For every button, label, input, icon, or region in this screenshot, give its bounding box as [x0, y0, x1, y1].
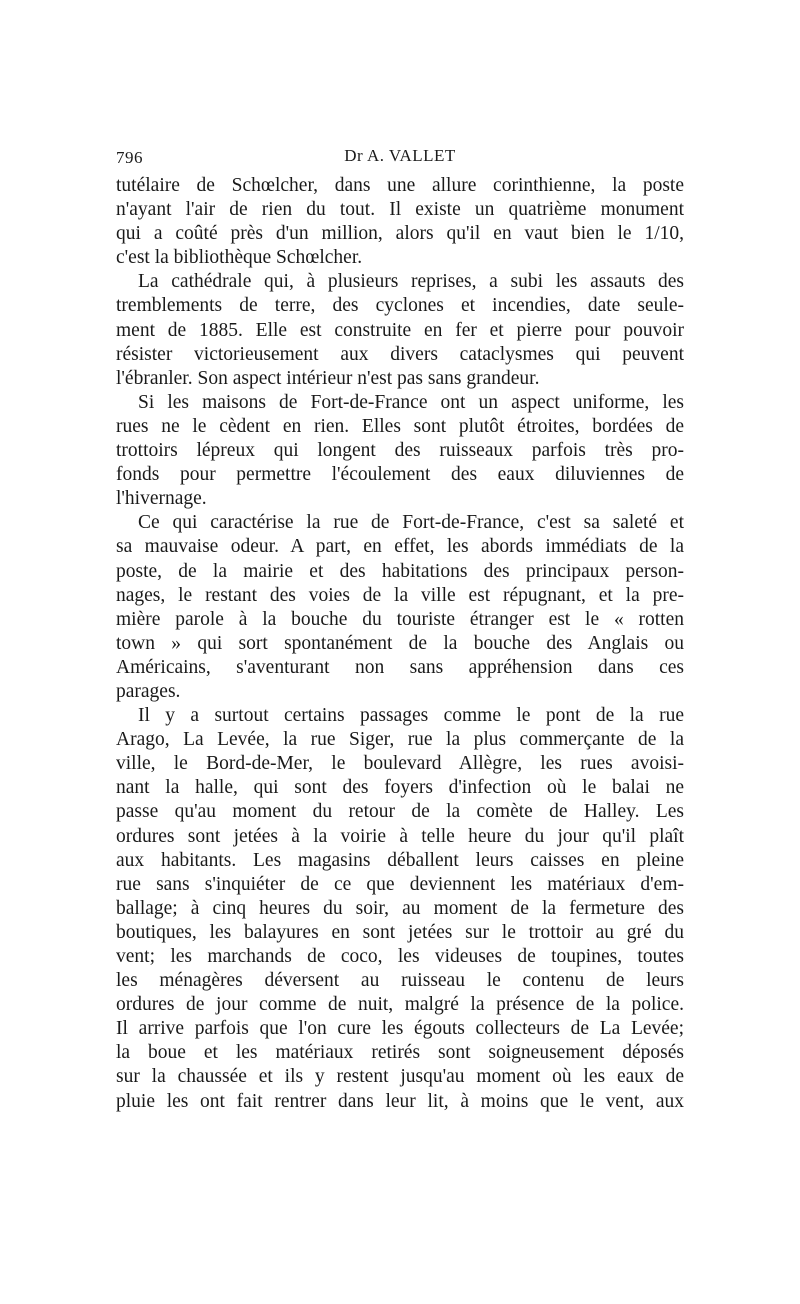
text-line: ballage; à cinq heures du soir, au moment de la fermeture des [116, 897, 684, 919]
text-line: qui a coûté près d'un million, alors qu'il en vaut bien le 1/10, [116, 223, 684, 245]
text-line: l'hivernage. [116, 488, 207, 510]
text-line: sa mauvaise odeur. A part, en effet, les abords immédiats de la [116, 536, 684, 558]
text-line: Arago, La Levée, la rue Siger, rue la plus commerçante de la [116, 729, 684, 751]
text-line: trottoirs lépreux qui longent des ruisseaux parfois très pro- [116, 440, 684, 462]
text-line: tutélaire de Schœlcher, dans une allure corinthienne, la poste [116, 175, 684, 196]
page-number: 796 [116, 148, 143, 167]
text-line: ordures sont jetées à la voirie à telle heure du jour qu'il plaît [116, 825, 684, 847]
text-line: Américains, s'aventurant non sans appréhension dans ces [116, 656, 684, 678]
text-line: Il y a surtout certains passages comme le pont de la rue [138, 705, 684, 727]
text-line: vent; les marchands de coco, les videuses de toupines, toutes [116, 946, 684, 967]
text-line: Ce qui caractérise la rue de Fort-de-France, c'est sa saleté et [138, 512, 684, 534]
book-page [116, 138, 684, 1114]
text-line: ordures de jour comme de nuit, malgré la présence de la police. [116, 994, 684, 1016]
text-line: tremblements de terre, des cyclones et incendies, date seule- [116, 295, 684, 317]
running-title: Dr A. VALLET [344, 146, 456, 165]
text-line: les ménagères déversent au ruisseau le contenu de leurs [116, 970, 684, 992]
text-line: ment de 1885. Elle est construite en fer et pierre pour pouvoir [116, 319, 684, 341]
body-text [116, 174, 684, 1114]
text-line: rue sans s'inquiéter de ce que deviennent les matériaux d'em- [116, 873, 684, 895]
text-line: parages. [116, 680, 181, 702]
text-line: la boue et les matériaux retirés sont soigneusement déposés [116, 1042, 684, 1064]
text-line: rues ne le cèdent en rien. Elles sont plutôt étroites, bordées de [116, 415, 684, 437]
text-line: boutiques, les balayures en sont jetées sur le trottoir au gré du [116, 921, 684, 943]
text-line: fonds pour permettre l'écoulement des eaux diluviennes de [116, 464, 684, 486]
text-line: La cathédrale qui, à plusieurs reprises, a subi les assauts des [138, 271, 684, 293]
text-line: nages, le restant des voies de la ville est répugnant, et la pre- [116, 584, 684, 606]
text-line: résister victorieusement aux divers cataclysmes qui peuvent [116, 343, 684, 365]
text-line: sur la chaussée et ils y restent jusqu'au moment où les eaux de [116, 1066, 684, 1088]
text-line: aux habitants. Les magasins déballent leurs caisses en pleine [116, 849, 684, 871]
text-line: n'ayant l'air de rien du tout. Il existe un quatrième monument [116, 199, 684, 221]
text-line: Si les maisons de Fort-de-France ont un aspect uniforme, les [138, 391, 684, 413]
text-line: mière parole à la bouche du touriste étranger est le « rotten [116, 608, 684, 630]
text-line: Il arrive parfois que l'on cure les égouts collecteurs de La Levée; [116, 1018, 684, 1040]
text-line: town » qui sort spontanément de la bouche des Anglais ou [116, 632, 684, 654]
text-line: poste, de la mairie et des habitations des principaux person- [116, 560, 684, 582]
text-line: passe qu'au moment du retour de la comète de Halley. Les [116, 801, 684, 823]
text-line: nant la halle, qui sont des foyers d'infection où le balai ne [116, 777, 684, 799]
text-line: l'ébranler. Son aspect intérieur n'est pas sans grandeur. [116, 367, 540, 389]
text-line: ville, le Bord-de-Mer, le boulevard Allègre, les rues avoisi- [116, 753, 684, 775]
text-line: c'est la bibliothèque Schœlcher. [116, 247, 363, 269]
text-line: pluie les ont fait rentrer dans leur lit, à moins que le vent, aux [116, 1090, 684, 1112]
running-head [116, 138, 684, 174]
